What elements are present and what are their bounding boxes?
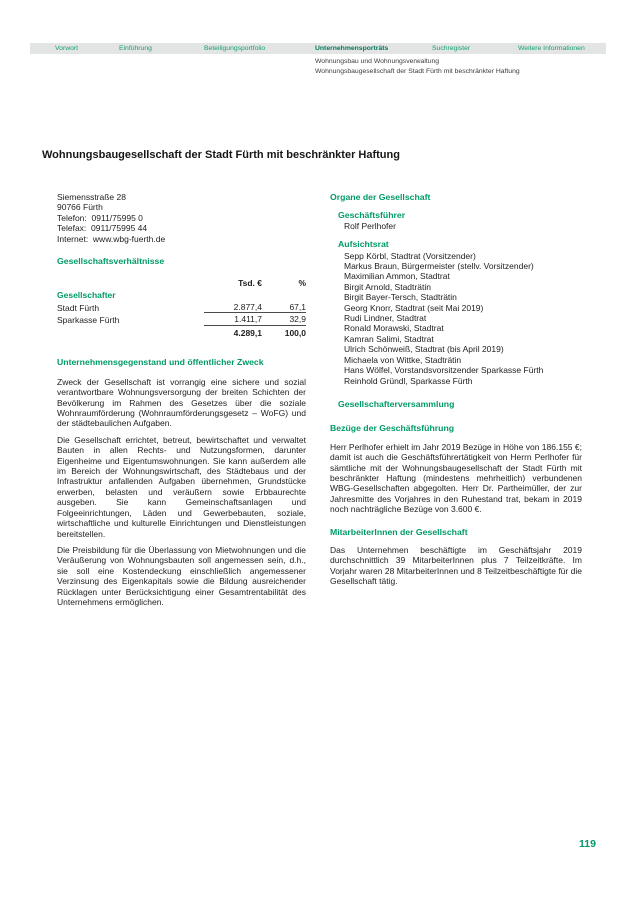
list-item: Reinhold Gründl, Sparkasse Fürth (344, 375, 473, 386)
fax-line (57, 223, 306, 233)
list-item: Kamran Salimi, Stadtrat (344, 333, 434, 344)
list-item: Sepp Körbl, Stadtrat (Vorsitzender) (344, 250, 476, 261)
website-link[interactable]: www.wbg-fuerth.de (92, 233, 166, 244)
aufsichtsrat-list (344, 251, 582, 386)
internet-label: Internet: (57, 233, 89, 244)
table-row (57, 313, 306, 326)
list-item: Ronald Morawski, Stadtrat (344, 323, 444, 334)
heading-aufsichtsrat: Aufsichtsrat (338, 239, 389, 250)
ownership-table (57, 275, 306, 338)
nav-item-suchregister[interactable]: Suchregister (432, 45, 471, 52)
nav-item-unternehmensportraets[interactable]: Unternehmensporträts (315, 45, 389, 52)
nav-item-einfuehrung[interactable]: Einführung (119, 45, 152, 52)
ownership-group-label: Gesellschafter (57, 290, 116, 301)
ownership-table-header (57, 275, 306, 288)
phone-label: Telefon: (57, 212, 87, 223)
top-navigation (30, 43, 606, 54)
heading-bezuege: Bezüge der Geschäftsführung (330, 423, 455, 434)
list-item: Markus Braun, Bürgermeister (stellv. Vorsitzender) (344, 261, 534, 272)
purpose-paragraph: Die Gesellschaft errichtet, betreut, bewirtschaftet und verwaltet Bauten in allen Rechts- und Nutzungsformen, darunter Eigenheime und Eigentumswohnungen. Sie kann außerdem alle im Bereich der Wohnungswirtschaft, des Städtebaus und der Infrastruktur anfallenden Aufgaben übernehmen, Grundstücke erwerben, belasten und veräußern sowie Erbbaurechte ausgeben. Sie kann Gemeinschaftsanlagen und Folgeeinrichtungen, Läden und Gewerbebauten, soziale, wirtschaftliche und kulturelle Einrichtungen und Dienstleistungen bereitstellen. (57, 434, 306, 539)
list-item: Birgit Bayer-Tersch, Stadträtin (344, 292, 457, 303)
phone-line (57, 213, 306, 223)
heading-organe: Organe der Gesellschaft (330, 192, 431, 202)
page-number: 119 (579, 838, 596, 850)
list-item: Hans Wölfel, Vorstandsvorsitzender Sparkasse Fürth (344, 365, 544, 376)
list-item: Georg Knorr, Stadtrat (seit Mai 2019) (344, 302, 484, 313)
list-item: Maximilian Ammon, Stadtrat (344, 271, 450, 282)
fax-label: Telefax: (57, 223, 87, 234)
ownership-total-value: 4.289,1 (233, 328, 262, 338)
page-title: Wohnungsbaugesellschaft der Stadt Fürth mit beschränkter Haftung (42, 149, 400, 161)
table-row (57, 301, 306, 314)
shareholder-percent: 32,9 (262, 314, 306, 325)
shareholder-name: Sparkasse Fürth (57, 315, 120, 326)
list-item: Ulrich Schönweiß, Stadtrat (bis April 2019) (344, 344, 504, 355)
nav-item-beteiligungsportfolio[interactable]: Beteiligungsportfolio (204, 45, 266, 52)
purpose-paragraph: Die Preisbildung für die Überlassung von Mietwohnungen und die Veräußerung von Wohnungsbauten soll angemessen sein, d.h., sie soll eine Kostendeckung einschließlich angemessener Verzinsung des Eigenkapitals sowie die Bildung ausreichender Rücklagen unter Berücksichtigung einer Gesamtrentabilität des Unternehmens ermöglichen. (57, 544, 306, 607)
heading-gesellschaftsverhaeltnisse: Gesellschaftsverhältnisse (57, 256, 165, 267)
shareholder-value: 1.411,7 (204, 314, 262, 325)
right-column (330, 192, 582, 593)
internet-line (57, 234, 306, 244)
shareholder-name: Stadt Fürth (57, 302, 100, 313)
shareholder-percent: 67,1 (262, 302, 306, 313)
shareholder-value: 2.877,4 (204, 302, 262, 313)
nav-item-vorwort[interactable]: Vorwort (55, 45, 79, 52)
address-city: 90766 Fürth (57, 202, 103, 213)
geschaeftsfuehrer-name: Rolf Perlhofer (344, 220, 396, 231)
ownership-group-row (57, 288, 306, 301)
remuneration-paragraph: Herr Perlhofer erhielt im Jahr 2019 Bezüge in Höhe von 186.155 €; damit ist auch die Geschäftsführertätigkeit von Herrn Perlhofer für sämtliche mit der Wohnungsbaugesellschaft der Stadt Fürth mit beschränkter Haftung (mindestens mehrheitlich) verbundenen WBG-Gesellschaften abgegolten. Herr Dr. Partheimüller, der zur Jahresmitte des Vorjahres in den Ruhestand trat, bekam in 2019 noch nachträgliche Bezüge von 3.600 €. (330, 441, 582, 515)
address-block (57, 192, 306, 244)
list-item: Rudi Lindner, Stadtrat (344, 313, 427, 324)
address-street: Siemensstraße 28 (57, 192, 126, 202)
purpose-paragraph: Zweck der Gesellschaft ist vorrangig eine sichere und sozial verantwortbare Wohnungsversorgung der breiten Schichten der Bevölkerung im Rahmen des Gesetzes über die soziale Wohnraumförderung (Wohnraumförderungsgesetz – WoFG) und der städtebaulichen Aufgaben. (57, 376, 306, 429)
breadcrumb (315, 57, 520, 76)
heading-geschaeftsfuehrer: Geschäftsführer (338, 210, 406, 221)
ownership-col-percent-header: % (298, 277, 306, 288)
list-item: Birgit Arnold, Stadträtin (344, 281, 431, 292)
fax-number: 0911/75995 44 (91, 223, 148, 234)
breadcrumb-company: Wohnungsbaugesellschaft der Stadt Fürth mit beschränkter Haftung (315, 67, 520, 75)
ownership-total-percent: 100,0 (284, 328, 306, 338)
list-item: Michaela von Wittke, Stadträtin (344, 354, 462, 365)
ownership-total-row (57, 326, 306, 339)
heading-unternehmensgegenstand: Unternehmensgegenstand und öffentlicher Zweck (57, 357, 264, 368)
phone-number: 0911/75995 0 (91, 212, 143, 223)
heading-gesellschafterversammlung: Gesellschafterversammlung (338, 398, 455, 409)
left-column (57, 192, 306, 613)
employees-paragraph: Das Unternehmen beschäftigte im Geschäftsjahr 2019 durchschnittlich 39 MitarbeiterInnen plus 7 Teilzeitkräfte. Im Vorjahr waren 28 MitarbeiterInnen und 8 Teilzeitbeschäftigte für die Gesellschaft tätig. (330, 544, 582, 587)
nav-item-weitere-informationen[interactable]: Weitere Informationen (518, 45, 585, 52)
ownership-col-value-header: Tsd. € (238, 277, 262, 288)
heading-mitarbeiterinnen: MitarbeiterInnen der Gesellschaft (330, 526, 468, 537)
breadcrumb-section: Wohnungsbau und Wohnungsverwaltung (315, 58, 440, 65)
